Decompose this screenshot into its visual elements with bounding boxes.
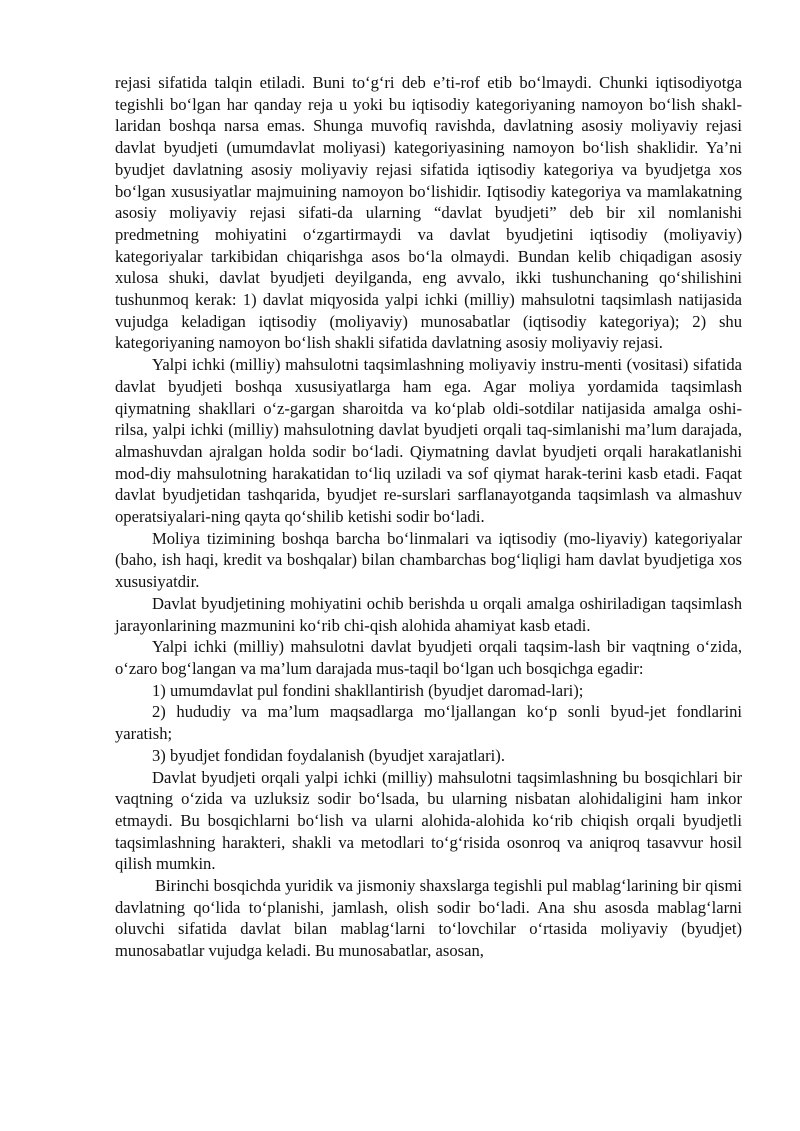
- paragraph-budget-essence: Davlat byudjetining mohiyatini ochib berishda u orqali amalga oshiriladigan taqsimlash jarayonlarining mazmunini ko‘rib chi-qish alohida ahamiyat kasb etadi.: [115, 593, 742, 635]
- list-item-stage-2: 2) hududiy va ma’lum maqsadlarga mo‘ljallangan ko‘p sonli byud-jet fondlarini yaratish;: [115, 702, 742, 744]
- paragraph-finance-system: Moliya tizimining boshqa barcha bo‘linmalari va iqtisodiy (mo-liyaviy) kategoriyalar (baho, ish haqi, kredit va boshqalar) bilan chambarchas bog‘liqligi ham davlat byudjetiga xos xususiyatdir.: [115, 528, 742, 592]
- paragraph-three-stages: Yalpi ichki (milliy) mahsulotni davlat byudjeti orqali taqsim-lash bir vaqtning o‘zida, o‘zaro bog‘langan va ma’lum darajada mus-taqil bo‘lgan uch bosqichga egadir:: [115, 637, 742, 678]
- paragraph-first-stage: Birinchi bosqichda yuridik va jismoniy shaxslarga tegishli pul mablag‘larining bir qismi davlatning qo‘lida to‘planishi, jamlash, olish sodir bo‘ladi. Ana shu asosda mablag‘larni oluvchi sifatida davlat bilan mablag‘larni to‘lovchilar o‘rtasida moliyaviy (byudjet) munosabatlar vujudga keladi. Bu munosabatlar, asosan,: [115, 876, 742, 961]
- list-item-stage-3: 3) byudjet fondidan foydalanish (byudjet xarajatlari).: [152, 745, 505, 765]
- paragraph-budget-instrument: Yalpi ichki (milliy) mahsulotni taqsimlashning moliyaviy instru-menti (vositasi) sifatida davlat byudjeti boshqa xususiyatlarga ham ega. Agar moliya yordamida taqsimlash qiymatning shakllari o‘z-gargan sharoitda va ko‘plab oldi-sotdilar natijasida amalga oshi-rilsa, yalpi ichki (milliy) mahsulotning davlat byudjeti orqali taq-simlanishi ma’lum darajada, almashuvdan ajralgan holda sodir bo‘ladi. Qiymatning davlat byudjeti orqali harakatlanishi mod-diy mahsulotning harakatidan to‘liq uziladi va sof qiymat harak-terini kasb etadi. Faqat davlat byudjetidan tashqarida, byudjet re-surslari sarflanayotganda taqsimlash va almashuv operatsiyalari-ning qayta qo‘shilib ketishi sodir bo‘ladi.: [115, 355, 742, 527]
- list-item-stage-1: 1) umumdavlat pul fondini shakllantirish (byudjet daromad-lari);: [152, 680, 584, 700]
- paragraph-continuation: rejasi sifatida talqin etiladi. Buni to‘g‘ri deb e’ti-rof etib bo‘lmaydi. Chunki iqtisodiyotga tegishli bo‘lgan har qanday reja u yoki bu iqtisodiy kategoriyaning namoyon bo‘lish shakl-laridan boshqa narsa emas. Shunga muvofiq ravishda, davlatning asosiy moliyaviy rejasi davlat byudjeti (umumdavlat moliyasi) kategoriyasining namoyon bo‘lish shaklidir. Ya’ni byudjet davlatning asosiy moliyaviy rejasi sifatida iqtisodiy kategoriya va byudjetga xos bo‘lgan xususiyatlar majmuining namoyon bo‘lishidir. Iqtisodiy kategoriya va mamlakatning asosiy moliyaviy rejasi sifati-da ularning “davlat byudjeti” deb bir xil nomlanishi predmetning mohiyatini o‘zgartirmaydi va davlat byudjetini iqtisodiy (moliyaviy) kategoriyalar tarkibidan chiqarishga asos bo‘la olmaydi. Bundan kelib chiqadigan asosiy xulosa shuki, davlat byudjeti deyilganda, eng avvalo, ikki tushunchaning qo‘shilishini tushunmoq kerak: 1) davlat miqyosida yalpi ichki (milliy) mahsulotni taqsimlash natijasida vujudga keladigan iqtisodiy (moliyaviy) munosabatlar (iqtisodiy kategoriya); 2) shu kategoriyaning namoyon bo‘lish shakli sifatida davlatning asosiy moliyaviy rejasi.: [115, 73, 742, 353]
- document-page: [115, 72, 742, 962]
- paragraph-stages-continuity: Davlat byudjeti orqali yalpi ichki (milliy) mahsulotni taqsimlashning bu bosqichlari bir vaqtning o‘zida va uzluksiz sodir bo‘lsada, bu ularning nisbatan alohidaligini ham inkor etmaydi. Bu bosqichlarni bo‘lish va ularni alohida-alohida ko‘rib chiqish orqali byudjetli taqsimlashning harakteri, shakli va metodlari to‘g‘risida osonroq va aniqroq tasavvur hosil qilish mumkin.: [115, 767, 742, 874]
